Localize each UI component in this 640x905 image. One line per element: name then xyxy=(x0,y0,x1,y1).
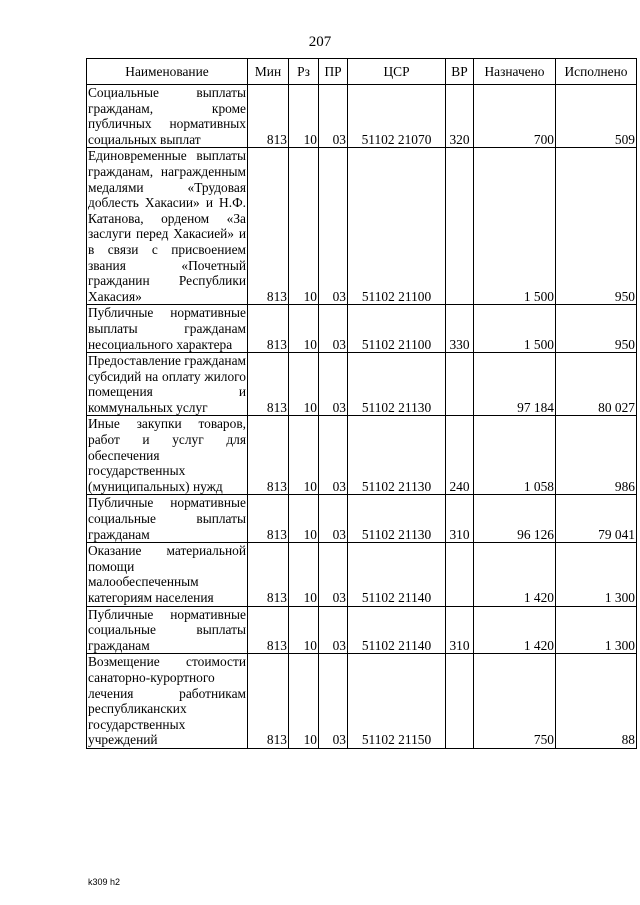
row-pr: 03 xyxy=(319,654,348,749)
footer-code: k309 h2 xyxy=(88,877,121,887)
row-min: 813 xyxy=(248,148,289,305)
table-row xyxy=(87,495,637,543)
row-executed: 950 xyxy=(556,305,637,353)
row-vr: 310 xyxy=(446,606,474,654)
row-csr: 51102 21150 xyxy=(348,654,446,749)
budget-table xyxy=(86,58,637,749)
row-min: 813 xyxy=(248,543,289,606)
row-vr xyxy=(446,148,474,305)
row-min: 813 xyxy=(248,305,289,353)
row-csr: 51102 21100 xyxy=(348,305,446,353)
row-csr: 51102 21140 xyxy=(348,606,446,654)
row-executed: 88 xyxy=(556,654,637,749)
row-assigned: 1 500 xyxy=(474,148,556,305)
row-vr: 320 xyxy=(446,85,474,148)
row-csr: 51102 21130 xyxy=(348,495,446,543)
row-executed: 950 xyxy=(556,148,637,305)
table-row xyxy=(87,416,637,495)
row-rz: 10 xyxy=(289,416,319,495)
row-pr: 03 xyxy=(319,305,348,353)
row-min: 813 xyxy=(248,85,289,148)
row-rz: 10 xyxy=(289,606,319,654)
row-rz: 10 xyxy=(289,654,319,749)
header-assigned: Назначено xyxy=(474,59,556,85)
header-rz: Рз xyxy=(289,59,319,85)
header-min: Мин xyxy=(248,59,289,85)
row-pr: 03 xyxy=(319,606,348,654)
row-min: 813 xyxy=(248,606,289,654)
table-row xyxy=(87,148,637,305)
row-executed: 1 300 xyxy=(556,543,637,606)
row-executed: 1 300 xyxy=(556,606,637,654)
row-assigned: 97 184 xyxy=(474,353,556,416)
row-rz: 10 xyxy=(289,495,319,543)
row-name: Публичные нормативные социальные выплаты гражданам xyxy=(88,495,246,542)
row-name: Предоставление гражданам субсидий на оплату жилого помещения и коммунальных услуг xyxy=(88,353,246,415)
row-assigned: 750 xyxy=(474,654,556,749)
row-min: 813 xyxy=(248,495,289,543)
row-assigned: 96 126 xyxy=(474,495,556,543)
row-pr: 03 xyxy=(319,148,348,305)
table-row xyxy=(87,85,637,148)
row-name: Социальные выплаты гражданам, кроме публичных нормативных социальных выплат xyxy=(88,85,246,147)
row-min: 813 xyxy=(248,353,289,416)
header-executed: Исполнено xyxy=(556,59,637,85)
header-csr: ЦСР xyxy=(348,59,446,85)
row-csr: 51102 21100 xyxy=(348,148,446,305)
row-name: Публичные нормативные выплаты гражданам несоциального характера xyxy=(88,305,246,352)
row-pr: 03 xyxy=(319,353,348,416)
row-name: Возмещение стоимости санаторно-курортного лечения работникам республиканских государственных учреждений xyxy=(88,654,246,748)
row-vr: 330 xyxy=(446,305,474,353)
row-name: Единовременные выплаты гражданам, награжденным медалями «Трудовая доблесть Хакасии» и Н.Ф. Катанова, орденом «За заслуги перед Хакасией» и в связи с присвоением звания «Почетный гражданин Республики Хакасия» xyxy=(88,148,246,304)
row-pr: 03 xyxy=(319,416,348,495)
row-rz: 10 xyxy=(289,543,319,606)
row-assigned: 700 xyxy=(474,85,556,148)
row-pr: 03 xyxy=(319,543,348,606)
row-min: 813 xyxy=(248,416,289,495)
row-csr: 51102 21130 xyxy=(348,416,446,495)
table-row xyxy=(87,654,637,749)
row-pr: 03 xyxy=(319,85,348,148)
row-assigned: 1 058 xyxy=(474,416,556,495)
header-name: Наименование xyxy=(87,59,248,85)
row-vr: 240 xyxy=(446,416,474,495)
page-number: 207 xyxy=(308,34,332,50)
row-csr: 51102 21070 xyxy=(348,85,446,148)
row-pr: 03 xyxy=(319,495,348,543)
table-row xyxy=(87,305,637,353)
header-pr: ПР xyxy=(319,59,348,85)
row-executed: 79 041 xyxy=(556,495,637,543)
row-executed: 509 xyxy=(556,85,637,148)
row-rz: 10 xyxy=(289,148,319,305)
row-assigned: 1 420 xyxy=(474,606,556,654)
row-csr: 51102 21130 xyxy=(348,353,446,416)
row-name: Оказание материальной помощи малообеспеченным категориям населения xyxy=(88,543,246,605)
row-assigned: 1 420 xyxy=(474,543,556,606)
row-vr: 310 xyxy=(446,495,474,543)
row-executed: 80 027 xyxy=(556,353,637,416)
row-executed: 986 xyxy=(556,416,637,495)
row-vr xyxy=(446,353,474,416)
row-name: Публичные нормативные социальные выплаты гражданам xyxy=(88,606,246,653)
row-name: Иные закупки товаров, работ и услуг для обеспечения государственных (муниципальных) нужд xyxy=(88,416,246,494)
row-vr xyxy=(446,543,474,606)
row-rz: 10 xyxy=(289,85,319,148)
row-rz: 10 xyxy=(289,305,319,353)
table-row xyxy=(87,543,637,606)
row-min: 813 xyxy=(248,654,289,749)
row-rz: 10 xyxy=(289,353,319,416)
table-row xyxy=(87,353,637,416)
table-header-row xyxy=(87,59,637,85)
row-vr xyxy=(446,654,474,749)
row-csr: 51102 21140 xyxy=(348,543,446,606)
header-vr: ВР xyxy=(446,59,474,85)
row-assigned: 1 500 xyxy=(474,305,556,353)
table-row xyxy=(87,606,637,654)
